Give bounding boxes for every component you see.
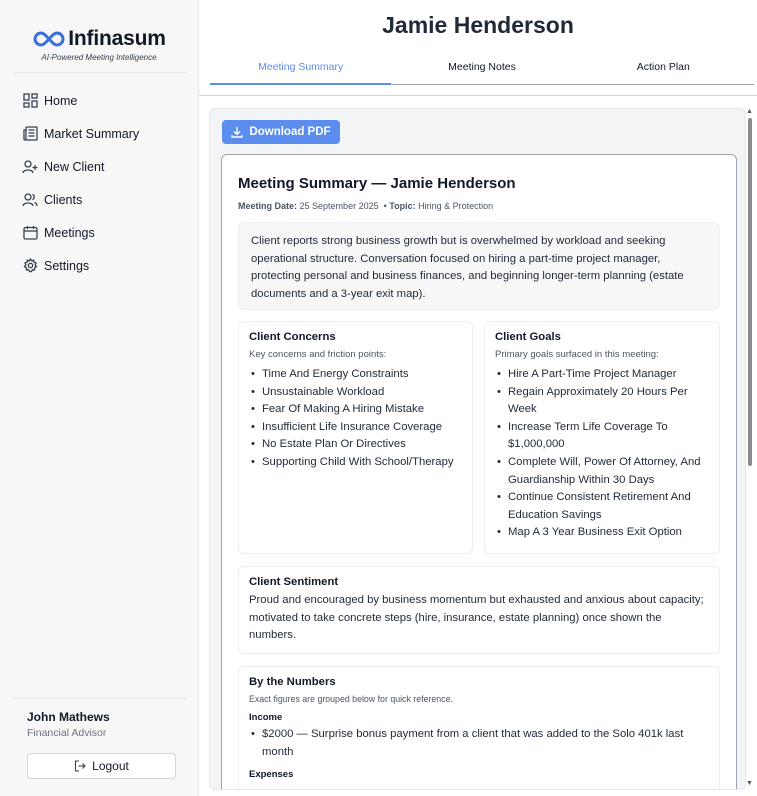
tab-meeting-notes[interactable]: Meeting Notes — [448, 61, 516, 73]
expenses-heading: Expenses — [249, 769, 294, 781]
download-icon — [231, 126, 243, 138]
meeting-date-label: Meeting Date: — [238, 201, 298, 211]
download-pdf-button[interactable] — [222, 120, 340, 144]
sidebar-item-label: Clients — [44, 192, 83, 207]
goals-title: Client Goals — [495, 331, 561, 343]
sentiment-text: Proud and encouraged by business momentum but exhausted and anxious about capacity; motivated to take concrete steps (hire, insurance, estate planning) once shown the numbers. — [249, 594, 704, 641]
list-item: • Supporting Child With School/Therapy — [249, 454, 462, 472]
concerns-subtitle: Key concerns and friction points: — [249, 349, 387, 360]
sidebar-divider — [14, 72, 187, 73]
list-item: • No Estate Plan Or Directives — [249, 436, 462, 454]
logout-label: Logout — [92, 759, 129, 773]
sidebar-item-label: New Client — [44, 159, 105, 174]
list-item: • Complete Will, Power Of Attorney, And Guardianship Within 30 Days — [495, 454, 709, 489]
tab-bar — [210, 52, 754, 85]
scroll-down-arrow-icon[interactable]: ▼ — [746, 780, 753, 787]
logout-icon — [74, 760, 86, 772]
topic-value: Hiring & Protection — [418, 201, 494, 211]
scroll-up-arrow-icon[interactable]: ▲ — [746, 108, 753, 115]
sidebar-item-label: Home — [44, 93, 78, 108]
client-concerns-box — [238, 321, 473, 554]
scrollbar-thumb[interactable] — [748, 118, 752, 466]
sidebar — [0, 0, 199, 796]
concerns-title: Client Concerns — [249, 331, 336, 343]
list-item: • $2000 — Surprise bonus payment from a client that was added to the Solo 401k last month — [249, 726, 709, 761]
sidebar-nav — [0, 84, 199, 282]
sidebar-item-market-summary[interactable] — [0, 117, 199, 150]
meta-separator: • — [381, 201, 390, 211]
gear-icon — [22, 258, 38, 274]
list-item: • Time And Energy Constraints — [249, 366, 462, 384]
topic-label: Topic: — [389, 201, 416, 211]
sidebar-item-label: Market Summary — [44, 126, 140, 141]
list-item: • Continue Consistent Retirement And Education Savings — [495, 489, 709, 524]
sidebar-item-label: Settings — [44, 258, 90, 273]
tab-action-plan[interactable]: Action Plan — [636, 61, 690, 73]
sidebar-divider — [14, 698, 187, 699]
brand-tagline: AI-Powered Meeting Intelligence — [41, 53, 157, 62]
income-list — [249, 726, 709, 761]
sidebar-item-home[interactable] — [0, 84, 199, 117]
client-sentiment-box — [238, 566, 720, 654]
list-item: • Hire A Part-Time Project Manager — [495, 366, 709, 384]
header-divider — [199, 95, 757, 96]
calendar-icon — [22, 225, 38, 241]
list-item: • Regain Approximately 20 Hours Per Week — [495, 384, 709, 419]
sentiment-title: Client Sentiment — [249, 576, 339, 588]
list-item: • Unsustainable Workload — [249, 384, 462, 402]
list-item: • Insufficient Life Insurance Coverage — [249, 419, 462, 437]
sidebar-item-settings[interactable] — [0, 249, 199, 282]
summary-text: Client reports strong business growth but is overwhelmed by workload and seeking operational structure. Conversation focused on hiring a part-time project manager, protecting personal and business finances, and beginning longer-term planning (estate documents and a 3-year exit map). — [238, 222, 720, 310]
numbers-title: By the Numbers — [249, 676, 336, 688]
newspaper-icon — [22, 126, 38, 142]
brand — [0, 0, 198, 62]
concerns-list — [249, 366, 462, 472]
user-profile — [27, 710, 110, 739]
list-item: • Map A 3 Year Business Exit Option — [495, 524, 709, 542]
summary-title: Meeting Summary — Jamie Henderson — [238, 175, 516, 192]
sidebar-item-clients[interactable] — [0, 183, 199, 216]
user-plus-icon — [22, 159, 38, 175]
sidebar-item-meetings[interactable] — [0, 216, 199, 249]
content-panel — [209, 108, 746, 790]
meeting-date-value: 25 September 2025 — [299, 201, 379, 211]
tab-meeting-summary[interactable]: Meeting Summary — [210, 52, 391, 85]
home-grid-icon — [22, 93, 38, 109]
client-goals-box — [484, 321, 720, 554]
goals-list — [495, 366, 709, 542]
page-title: Jamie Henderson — [382, 12, 574, 38]
by-the-numbers-box — [238, 666, 720, 790]
list-item: • Increase Term Life Coverage To $1,000,000 — [495, 419, 709, 454]
sidebar-item-new-client[interactable] — [0, 150, 199, 183]
sidebar-item-label: Meetings — [44, 225, 95, 240]
user-name: John Mathews — [27, 710, 110, 724]
list-item: • Fear Of Making A Hiring Mistake — [249, 401, 462, 419]
income-heading: Income — [249, 712, 283, 723]
download-pdf-label: Download PDF — [249, 126, 331, 138]
goals-subtitle: Primary goals surfaced in this meeting: — [495, 349, 659, 360]
meeting-meta — [238, 201, 493, 211]
brand-name: Infinasum — [68, 27, 166, 50]
user-role: Financial Advisor — [27, 727, 107, 739]
logout-button[interactable] — [27, 753, 176, 779]
users-icon — [22, 192, 38, 208]
infinity-logo-icon — [32, 29, 66, 49]
numbers-subtitle: Exact figures are grouped below for quick reference. — [249, 694, 453, 704]
meeting-summary-card — [221, 154, 737, 790]
